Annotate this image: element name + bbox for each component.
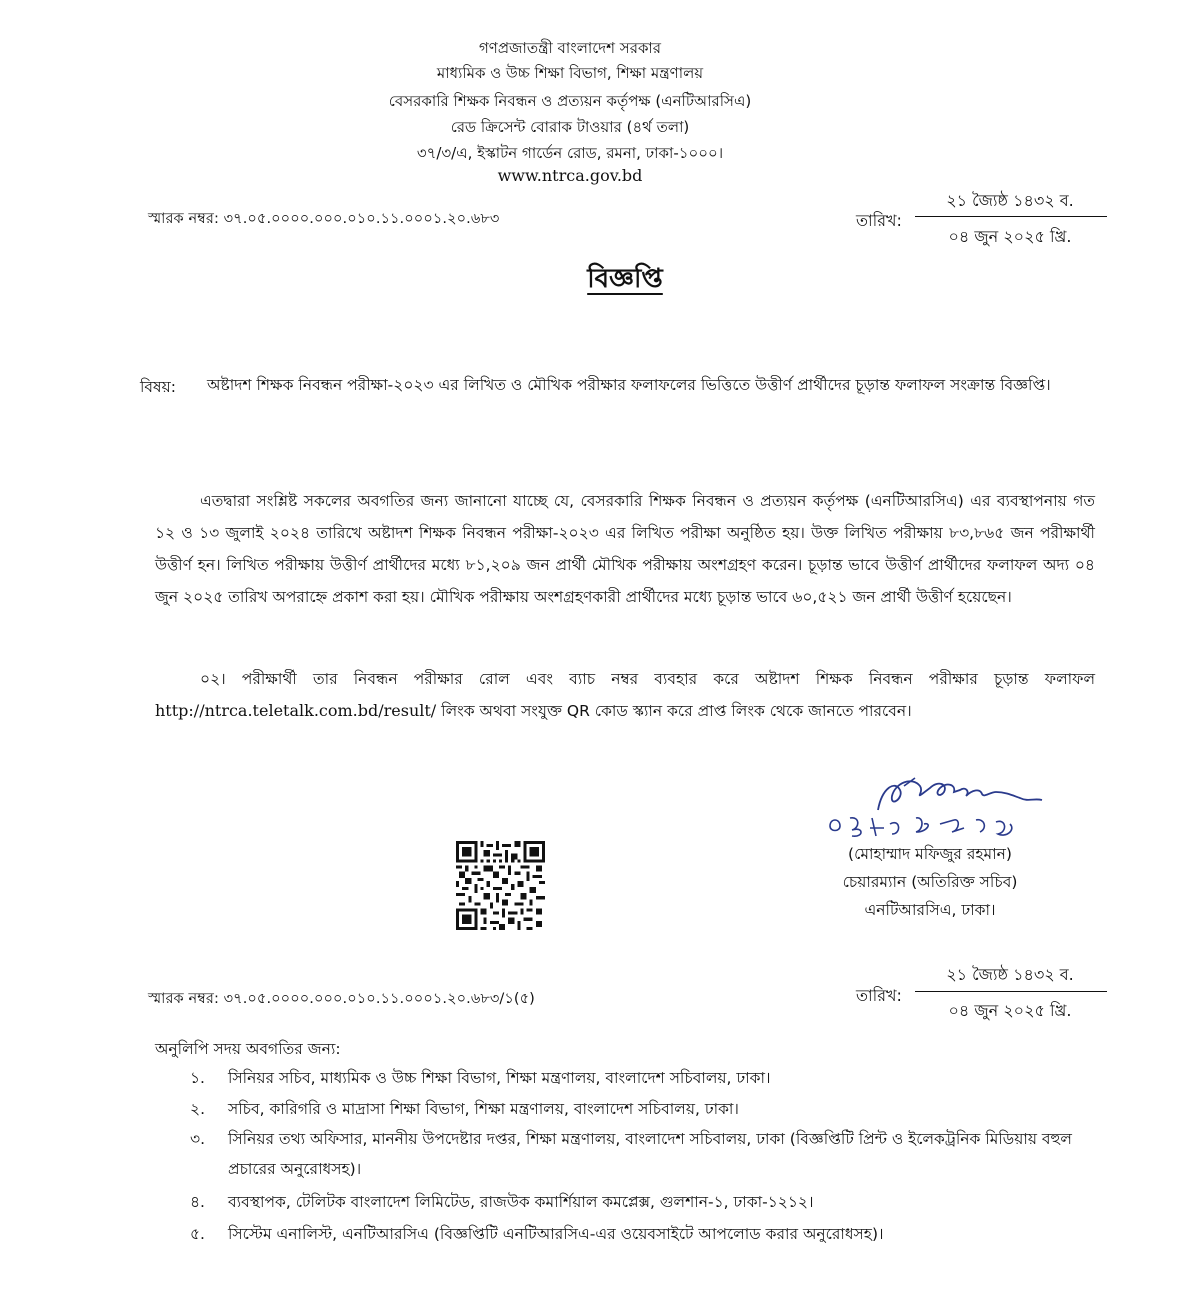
header-authority: বেসরকারি শিক্ষক নিবন্ধন ও প্রত্যয়ন কর্তৃপক্ষ (এনটিআরসিএ) — [388, 92, 752, 110]
memo-number-copy: স্মারক নম্বর: ৩৭.০৫.০০০০.০০০.০১০.১১.০০০১.২০.৬৮৩/১(৫) — [148, 991, 535, 1007]
cc-list-item — [190, 1219, 1090, 1249]
cc-item-number: ৪. — [190, 1193, 205, 1211]
handwritten-signature — [820, 753, 1110, 848]
date-label-copy: তারিখ: — [856, 986, 902, 1005]
cc-list-item — [190, 1063, 1090, 1093]
cc-item-number: ১. — [190, 1069, 205, 1087]
date-divider — [915, 216, 1107, 217]
subject-text: অষ্টাদশ শিক্ষক নিবন্ধন পরীক্ষা-২০২৩ এর লিখিত ও মৌখিক পরীক্ষার ফলাফলের ভিত্তিতে উত্তীর্ণ প্রার্থীদের চূড়ান্ত ফলাফল সংক্রান্ত বিজ্ঞপ্তি। — [207, 376, 1051, 394]
date-english: ০৪ জুন ২০২৫ খ্রি. — [948, 227, 1072, 246]
cc-list-item — [190, 1124, 1090, 1184]
signatory-name: (মোহাম্মাদ মফিজুর রহমান) — [848, 845, 1012, 863]
cc-title: অনুলিপি সদয় অবগতির জন্য: — [155, 1040, 341, 1058]
paragraph-2-text-end: লিংক অথবা সংযুক্ত QR কোড স্ক্যান করে প্রাপ্ত লিংক থেকে জানতে পারবেন। — [436, 702, 912, 720]
notice-title: বিজ্ঞপ্তি — [587, 264, 663, 294]
cc-item-number: ৩. — [190, 1130, 206, 1148]
header-government: গণপ্রজাতন্ত্রী বাংলাদেশ সরকার — [478, 39, 662, 57]
cc-item-text: ব্যবস্থাপক, টেলিটক বাংলাদেশ লিমিটেড, রাজউক কমার্শিয়াল কমপ্লেক্স, গুলশান-১, ঢাকা-১২১২। — [228, 1193, 814, 1211]
header-ministry: মাধ্যমিক ও উচ্চ শিক্ষা বিভাগ, শিক্ষা মন্ত্রণালয় — [436, 64, 704, 82]
header-address: ৩৭/৩/এ, ইস্কাটন গার্ডেন রোড, রমনা, ঢাকা-১০০০। — [416, 144, 724, 162]
paragraph-2-text: ০২। পরীক্ষার্থী তার নিবন্ধন পরীক্ষার রোল এবং ব্যাচ নম্বর ব্যবহার করে অষ্টাদশ শিক্ষক নিবন্ধন পরীক্ষার চূড়ান্ত ফলাফল — [200, 670, 1095, 688]
cc-item-text: সিনিয়র তথ্য অফিসার, মাননীয় উপদেষ্টার দপ্তর, শিক্ষা মন্ত্রণালয়, বাংলাদেশ সচিবালয়, ঢাকা (বিজ্ঞপ্তিটি প্রিন্ট ও ইলেকট্রনিক মিডিয়ায় বহুল প্রচারের অনুরোধসহ)। — [228, 1130, 1072, 1178]
subject-label: বিষয়: — [140, 378, 176, 396]
result-link[interactable]: http://ntrca.teletalk.com.bd/result/ — [155, 701, 437, 720]
body-paragraph-1: এতদ্বারা সংশ্লিষ্ট সকলের অবগতির জন্য জানানো যাচ্ছে যে, বেসরকারি শিক্ষক নিবন্ধন ও প্রত্যয়ন কর্তৃপক্ষ (এনটিআরসিএ) এর ব্যবস্থাপনায় গত ১২ ও ১৩ জুলাই ২০২৪ তারিখে অষ্টাদশ শিক্ষক নিবন্ধন পরীক্ষা-২০২৩ এর লিখিত পরীক্ষা অনুষ্ঠিত হয়। উক্ত লিখিত পরীক্ষায় ৮৩,৮৬৫ জন পরীক্ষার্থী উত্তীর্ণ হন। লিখিত পরীক্ষায় উত্তীর্ণ প্রার্থীদের মধ্যে ৮১,২০৯ জন প্রার্থী মৌখিক পরীক্ষায় অংশগ্রহণ করেন। চূড়ান্ত ভাবে উত্তীর্ণ প্রার্থীদের ফলাফল অদ্য ০৪ জুন ২০২৫ তারিখ অপরাহ্নে প্রকাশ করা হয়। মৌখিক পরীক্ষায় অংশগ্রহণকারী প্রার্থীদের মধ্যে চূড়ান্ত ভাবে ৬০,৫২১ জন প্রার্থী উত্তীর্ণ হয়েছেন। — [155, 492, 1095, 606]
header-building: রেড ক্রিসেন্ট বোরাক টাওয়ার (৪র্থ তলা) — [450, 118, 690, 136]
date-bangla-copy: ২১ জ্যৈষ্ঠ ১৪৩২ ব. — [946, 965, 1074, 984]
signatory-office: এনটিআরসিএ, ঢাকা। — [864, 901, 996, 919]
cc-item-text: সিস্টেম এনালিস্ট, এনটিআরসিএ (বিজ্ঞপ্তিটি এনটিআরসিএ-এর ওয়েবসাইটে আপলোড করার অনুরোধসহ)। — [228, 1225, 884, 1243]
signatory-designation: চেয়ারম্যান (অতিরিক্ত সচিব) — [842, 873, 1018, 891]
date-divider-copy — [915, 991, 1107, 992]
date-label: তারিখ: — [856, 211, 902, 230]
cc-item-number: ৫. — [190, 1225, 205, 1243]
date-bangla: ২১ জ্যৈষ্ঠ ১৪৩২ ব. — [946, 191, 1074, 210]
cc-list-item — [190, 1094, 1090, 1124]
cc-list-item — [190, 1187, 1090, 1217]
date-english-copy: ০৪ জুন ২০২৫ খ্রি. — [948, 1001, 1072, 1020]
memo-number: স্মারক নম্বর: ৩৭.০৫.০০০০.০০০.০১০.১১.০০০১.২০.৬৮৩ — [148, 211, 500, 227]
cc-item-number: ২. — [190, 1100, 206, 1118]
cc-item-text: সচিব, কারিগরি ও মাদ্রাসা শিক্ষা বিভাগ, শিক্ষা মন্ত্রণালয়, বাংলাদেশ সচিবালয়, ঢাকা। — [228, 1100, 739, 1118]
header-website[interactable]: www.ntrca.gov.bd — [497, 166, 643, 185]
body-paragraph-2 — [155, 663, 1095, 727]
signature-date: ০৪.০৬.২০২৫ — [820, 753, 914, 772]
cc-item-text: সিনিয়র সচিব, মাধ্যমিক ও উচ্চ শিক্ষা বিভাগ, শিক্ষা মন্ত্রণালয়, বাংলাদেশ সচিবালয়, ঢাকা। — [228, 1069, 771, 1087]
qr-code[interactable] — [456, 841, 545, 930]
